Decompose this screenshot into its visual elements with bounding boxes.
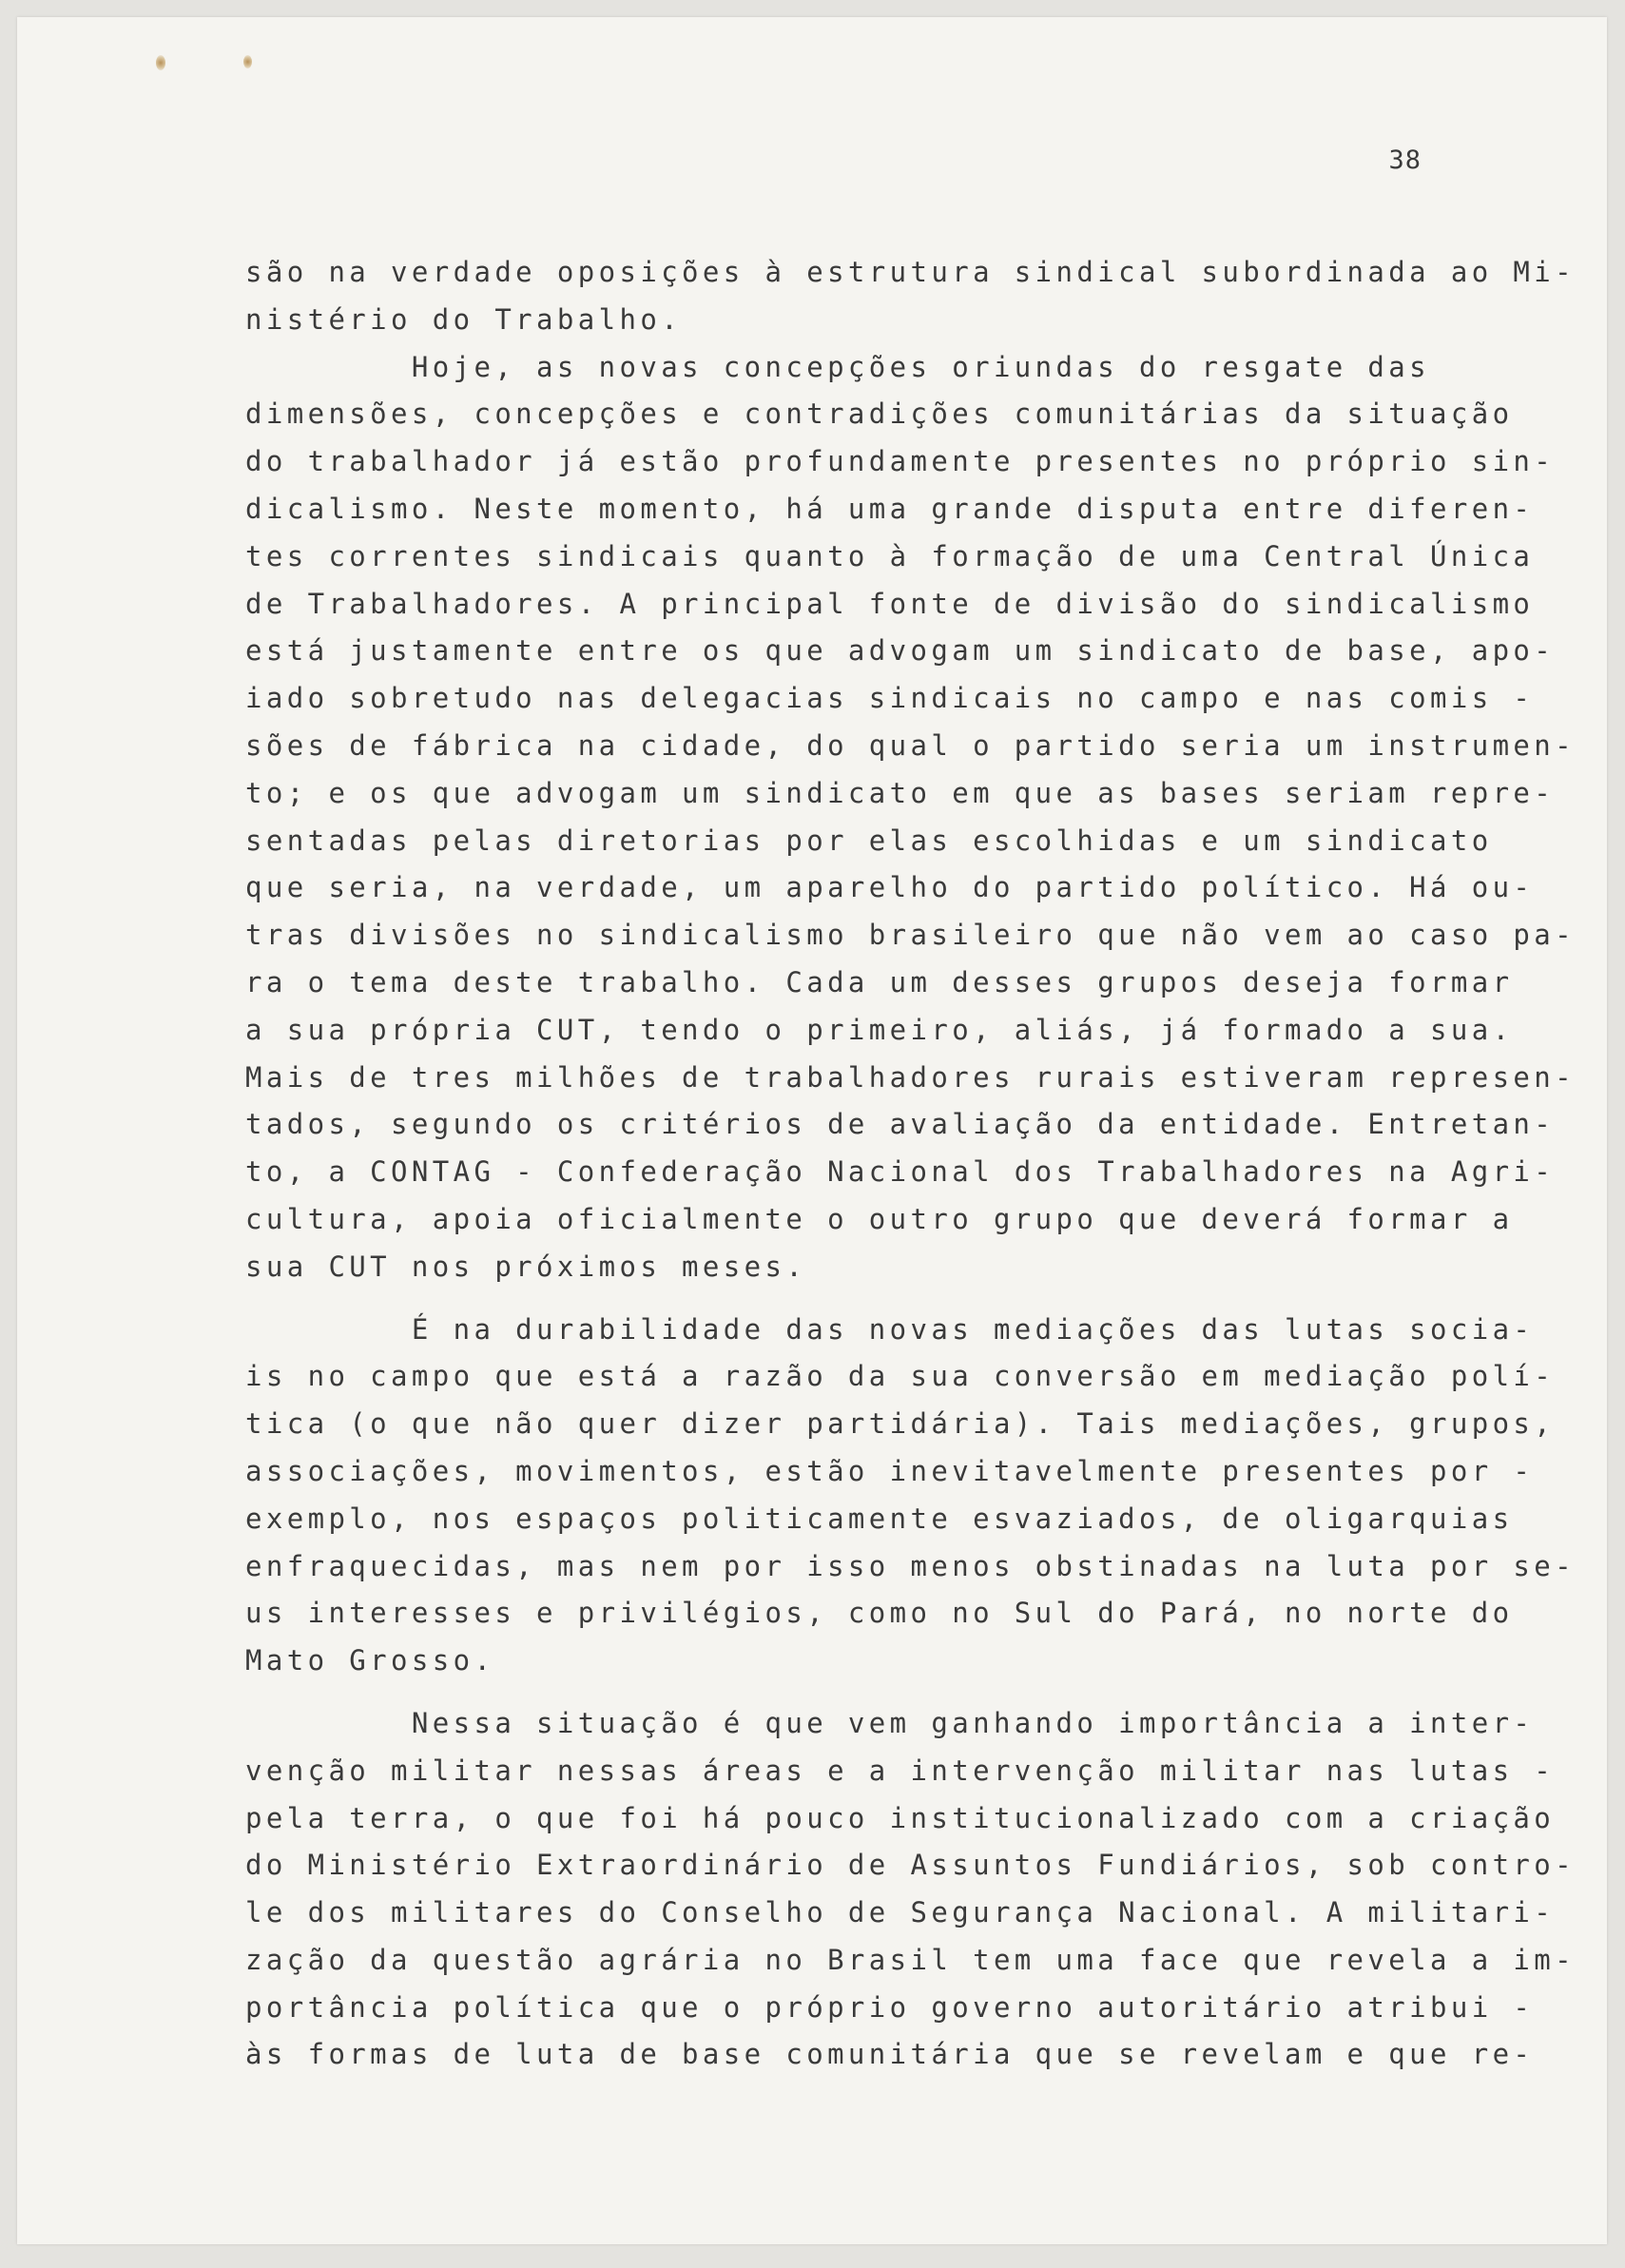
- text-line: do trabalhador já estão profundamente presentes no próprio sin-: [245, 445, 1556, 478]
- text-line: a sua própria CUT, tendo o primeiro, aliás, já formado a sua.: [245, 1013, 1514, 1046]
- paragraph-gap: [245, 1685, 1467, 1700]
- text-line: enfraquecidas, mas nem por isso menos obstinadas na luta por se-: [245, 1549, 1577, 1582]
- text-line: venção militar nessas áreas e a intervenção militar nas lutas -: [245, 1754, 1556, 1787]
- text-line: Hoje, as novas concepções oriundas do resgate das: [245, 350, 1430, 383]
- body-text: [245, 249, 1577, 2079]
- text-line: de Trabalhadores. A principal fonte de divisão do sindicalismo: [245, 587, 1535, 620]
- text-line: cultura, apoia oficialmente o outro grupo que deverá formar a: [245, 1202, 1514, 1235]
- paragraph-gap: [245, 1291, 1467, 1307]
- stain-mark: [243, 55, 252, 68]
- text-line: to, a CONTAG - Confederação Nacional dos Trabalhadores na Agri-: [245, 1155, 1556, 1189]
- text-line: le dos militares do Conselho de Segurança Nacional. A militari-: [245, 1896, 1556, 1929]
- text-line: iado sobretudo nas delegacias sindicais no campo e nas comis -: [245, 682, 1535, 715]
- text-line: dimensões, concepções e contradições comunitárias da situação: [245, 397, 1514, 431]
- text-line: sua CUT nos próximos meses.: [245, 1250, 807, 1283]
- paragraph: [245, 1307, 1577, 1685]
- text-line: tados, segundo os critérios de avaliação da entidade. Entretan-: [245, 1108, 1556, 1141]
- text-line: está justamente entre os que advogam um sindicato de base, apo-: [245, 634, 1556, 668]
- text-line: associações, movimentos, estão inevitavelmente presentes por -: [245, 1454, 1535, 1487]
- text-line: Mais de tres milhões de trabalhadores rurais estiveram represen-: [245, 1060, 1577, 1094]
- text-line: ra o tema deste trabalho. Cada um desses grupos deseja formar: [245, 965, 1514, 998]
- text-line: exemplo, nos espaços politicamente esvaziados, de oligarquias: [245, 1502, 1514, 1535]
- text-line: do Ministério Extraordinário de Assuntos Fundiários, sob contro-: [245, 1849, 1577, 1882]
- paragraph: [245, 249, 1577, 344]
- document-page: [17, 17, 1607, 2244]
- text-line: nistério do Trabalho.: [245, 302, 683, 336]
- text-line: is no campo que está a razão da sua conversão em mediação polí-: [245, 1360, 1556, 1393]
- text-line: tica (o que não quer dizer partidária). Tais mediações, grupos,: [245, 1407, 1556, 1441]
- text-line: portância política que o próprio governo autoritário atribui -: [245, 1990, 1535, 2024]
- text-line: às formas de luta de base comunitária que se revelam e que re-: [245, 2038, 1535, 2071]
- text-line: tes correntes sindicais quanto à formação de uma Central Única: [245, 539, 1535, 572]
- page-number: 38: [1388, 145, 1422, 175]
- text-line: que seria, na verdade, um aparelho do partido político. Há ou-: [245, 871, 1535, 904]
- text-line: pela terra, o que foi há pouco institucionalizado com a criação: [245, 1801, 1556, 1834]
- text-line: sões de fábrica na cidade, do qual o partido seria um instrumen-: [245, 728, 1577, 762]
- text-line: dicalismo. Neste momento, há uma grande disputa entre diferen-: [245, 492, 1535, 525]
- paragraph: [245, 344, 1577, 1291]
- text-line: zação da questão agrária no Brasil tem uma face que revela a im-: [245, 1943, 1577, 1976]
- stain-mark: [156, 55, 165, 70]
- text-line: tras divisões no sindicalismo brasileiro que não vem ao caso pa-: [245, 919, 1577, 952]
- text-line: Nessa situação é que vem ganhando importância a inter-: [245, 1706, 1535, 1739]
- text-line: são na verdade oposições à estrutura sindical subordinada ao Mi-: [245, 256, 1577, 288]
- text-line: sentadas pelas diretorias por elas escolhidas e um sindicato: [245, 824, 1493, 857]
- text-line: to; e os que advogam um sindicato em que as bases seriam repre-: [245, 776, 1556, 809]
- paragraph: [245, 1700, 1577, 2079]
- text-line: Mato Grosso.: [245, 1644, 495, 1677]
- text-line: us interesses e privilégios, como no Sul do Pará, no norte do: [245, 1597, 1514, 1630]
- text-line: É na durabilidade das novas mediações das lutas socia-: [245, 1312, 1535, 1346]
